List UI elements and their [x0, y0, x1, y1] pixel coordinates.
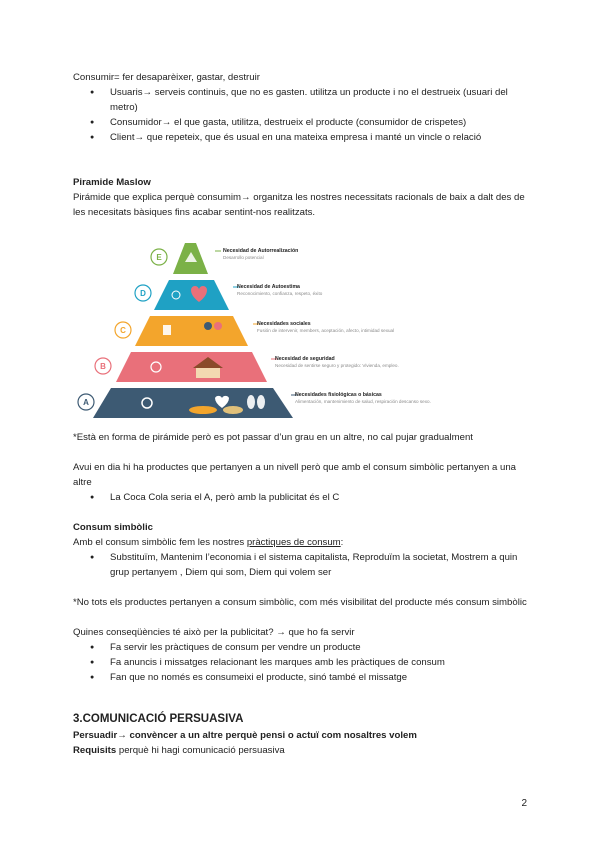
maslow-text: Pirámide que explica perquè consumim→ organitza les nostres necessitats racionals de baix a dalt des de les necesitats bàsiques fins acabar sentint-nos realitzats.: [73, 192, 525, 218]
badge-letter: E: [156, 253, 162, 262]
list-item: ● Client→ que repeteix, que és usual en una mateixa empresa i manté un vincle o relació: [73, 130, 528, 145]
text-segment: perquè hi hagi comunicació persuasiva: [116, 745, 285, 756]
practices-list: [73, 550, 528, 580]
pyramid-level-d: [154, 280, 229, 310]
level-title: Necesidad de Autorrealización: [223, 248, 299, 254]
maslow-pyramid-graphic: [73, 240, 528, 420]
text-segment: :: [340, 537, 344, 548]
document-page: [73, 70, 528, 758]
maslow-heading: Piramide Maslow: [73, 177, 151, 188]
couple-icon: [204, 322, 212, 330]
consumer-types-list: [73, 85, 528, 145]
consumir-definition: Consumir= fer desaparèixer, gastar, destruir: [73, 72, 260, 83]
consum-simbolic-text: [73, 535, 528, 550]
persuadir-definition: Persuadir→ convèncer a un altre perquè pensi o actuï com nosaltres volem: [73, 730, 417, 741]
list-item: ● Fan que no només es consumeixi el producte, sinó també el missatge: [73, 670, 528, 685]
consequences-question: Quines conseqüències té això per la publicitat? → que ho fa servir: [73, 627, 355, 638]
section-heading: 3.COMUNICACIÓ PERSUASIVA: [73, 713, 244, 725]
list-item: ● Consumidor→ el que gasta, utilitza, destrueix el producte (consumidor de crispetes): [73, 115, 528, 130]
level-title: Necesidad de seguridad: [275, 356, 335, 362]
list-item: ● Substituïm, Mantenim l’economia i el sistema capitalista, Reproduïm la societat, Mostrem a quin grup pertanyem , Diem qui som, Diem qui volem ser: [73, 550, 528, 580]
level-subtitle: Reconocimiento, confianza, respeto, éxito: [237, 291, 323, 296]
pyramid-level-b: [116, 352, 267, 382]
lungs-icon: [247, 395, 255, 409]
page-number: 2: [521, 798, 527, 809]
people-icon: [163, 325, 171, 335]
consequences-list: [73, 640, 528, 685]
badge-letter: D: [140, 289, 146, 298]
symbolic-level-note: Avui en dia hi ha productes que pertanyen a un nivell però que amb el consum simbòlic pertanyen a una altre: [73, 462, 517, 488]
level-title: Necesidades sociales: [257, 321, 311, 327]
list-item: ● Fa servir les pràctiques de consum per vendre un producte: [73, 640, 528, 655]
pyramid-level-c: [135, 316, 248, 346]
food-icon: [189, 406, 217, 414]
list-item: ● La Coca Cola seria el A, però amb la publicitat és el C: [73, 490, 528, 505]
example-list: [73, 490, 528, 505]
requisits-term: Requisits: [73, 745, 117, 756]
maslow-pyramid: [73, 240, 528, 420]
text-segment: Amb el consum simbòlic fem les nostres: [73, 537, 247, 548]
level-subtitle: Necesidad de sentirse seguro y protegido: Vivienda, empleo.: [275, 363, 399, 368]
badge-letter: C: [120, 326, 126, 335]
badge-letter: A: [83, 398, 89, 407]
list-item: ● Fa anuncis i missatges relacionant les marques amb les pràctiques de consum: [73, 655, 528, 670]
underlined-term: pràctiques de consum: [246, 537, 341, 548]
consum-simbolic-heading: Consum simbòlic: [73, 522, 153, 533]
level-subtitle: Alimentación, mantenimiento de salud, respiración descanso sexo.: [295, 399, 431, 404]
badge-letter: B: [100, 362, 106, 371]
requisits-line: [73, 743, 528, 758]
level-title: Necesidad de Autoestima: [237, 284, 300, 290]
visibility-note: *No tots els productes pertanyen a consum simbòlic, com més visibilitat del producte més consum simbòlic: [73, 597, 527, 608]
level-subtitle: Fusión de intervenir, members, aceptación, afecto, intimidad sexual: [257, 328, 395, 333]
level-title: Necesidades fisiológicas o básicas: [295, 392, 382, 398]
level-subtitle: Desarrollo potencial: [223, 255, 264, 260]
pyramid-note: *Està en forma de pirámide però es pot passar d’un grau en un altre, no cal pujar gradualment: [73, 432, 473, 443]
list-item: ● Usuaris→ serveis continuis, que no es gasten. utilitza un producte i no el destrueix (usuari del metro): [73, 85, 528, 115]
